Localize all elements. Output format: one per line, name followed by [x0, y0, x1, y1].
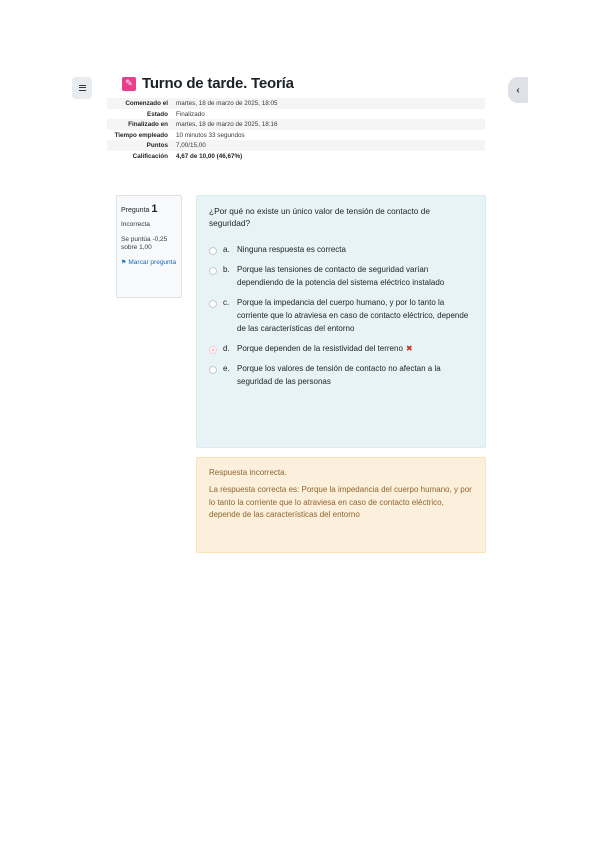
flag-icon: ⚑ [121, 260, 127, 267]
attempt-summary-table [107, 98, 485, 162]
answer-text: Porque los valores de tensión de contacto no afectan a la seguridad de las personas [237, 363, 441, 386]
answer-letter: a. [223, 244, 230, 254]
question-info-panel [116, 195, 182, 298]
question-grade: Se puntúa -0,25 sobre 1,00 [121, 235, 168, 252]
question-formulation [196, 195, 486, 448]
summary-label: Estado [147, 110, 168, 118]
question-number [121, 202, 177, 217]
course-index-toggle[interactable] [72, 77, 92, 99]
chevron-left-icon: ‹ [516, 84, 520, 96]
summary-row-started [107, 98, 485, 109]
summary-row-state [107, 109, 485, 120]
answer-text: Porque dependen de la resistividad del terreno [237, 343, 403, 353]
summary-row-marks [107, 140, 485, 151]
answer-letter: e. [223, 363, 230, 373]
flag-question-label: Marcar pregunta [128, 259, 177, 267]
summary-row-time-taken [107, 130, 485, 141]
answer-text: Ninguna respuesta es correcta [237, 244, 346, 254]
summary-row-completed [107, 119, 485, 130]
block-drawer-toggle[interactable] [508, 77, 528, 103]
page-header [122, 75, 294, 92]
incorrect-icon: ✖ [405, 343, 413, 353]
summary-value: 7,00/15,00 [176, 142, 206, 150]
answer-radio-selected[interactable] [209, 346, 217, 354]
question-text: ¿Por qué no existe un único valor de tensión de contacto de seguridad? [209, 206, 430, 229]
answer-list [209, 244, 473, 389]
question-number-value: 1 [151, 203, 158, 215]
summary-label: Comenzado el [125, 100, 168, 107]
answer-option-d[interactable] [209, 343, 473, 356]
page-title: Turno de tarde. Teoría [142, 75, 294, 92]
answer-text: Porque las tensiones de contacto de seguridad varían dependiendo de la potencia del sistema eléctrico instalado [237, 264, 445, 287]
specific-feedback: Respuesta incorrecta. [209, 468, 287, 477]
summary-value: 10 minutos 33 segundos [176, 131, 245, 139]
quiz-icon: ✎ [122, 77, 136, 91]
summary-value: Finalizado [176, 110, 205, 118]
summary-value: martes, 18 de marzo de 2025, 18:05 [176, 100, 278, 107]
answer-option-e[interactable] [209, 363, 473, 389]
question-state: Incorrecta [121, 220, 150, 228]
answer-text-wrapper [237, 343, 473, 356]
summary-row-grade [107, 151, 485, 162]
answer-option-b[interactable] [209, 264, 473, 290]
answer-radio[interactable] [209, 300, 217, 308]
answer-radio[interactable] [209, 267, 217, 275]
summary-value: 4,67 de 10,00 (46,67%) [176, 152, 243, 160]
answer-option-a[interactable] [209, 244, 473, 257]
flag-question-link[interactable] [121, 259, 177, 268]
answer-text: Porque la impedancia del cuerpo humano, y por lo tanto la corriente que lo atraviesa en caso de contacto eléctrico, depende de las características del entorno [237, 297, 469, 333]
summary-label: Calificación [132, 152, 168, 160]
question-outcome-feedback [196, 457, 486, 553]
summary-label: Puntos [146, 142, 168, 150]
answer-option-c[interactable] [209, 297, 473, 336]
answer-radio[interactable] [209, 366, 217, 374]
question-number-prefix: Pregunta [121, 207, 150, 214]
summary-label: Finalizado en [128, 121, 168, 129]
menu-icon [79, 85, 86, 91]
answer-letter: c. [223, 297, 230, 307]
answer-radio[interactable] [209, 247, 217, 255]
answer-letter: d. [223, 343, 230, 353]
answer-letter: b. [223, 264, 230, 274]
summary-value: martes, 18 de marzo de 2025, 18:16 [176, 121, 278, 129]
summary-label: Tiempo empleado [114, 131, 168, 139]
right-answer: La respuesta correcta es: Porque la impedancia del cuerpo humano, y por lo tanto la corriente que lo atraviesa en caso de contacto eléctrico, depende de las características del entorno [209, 484, 472, 520]
